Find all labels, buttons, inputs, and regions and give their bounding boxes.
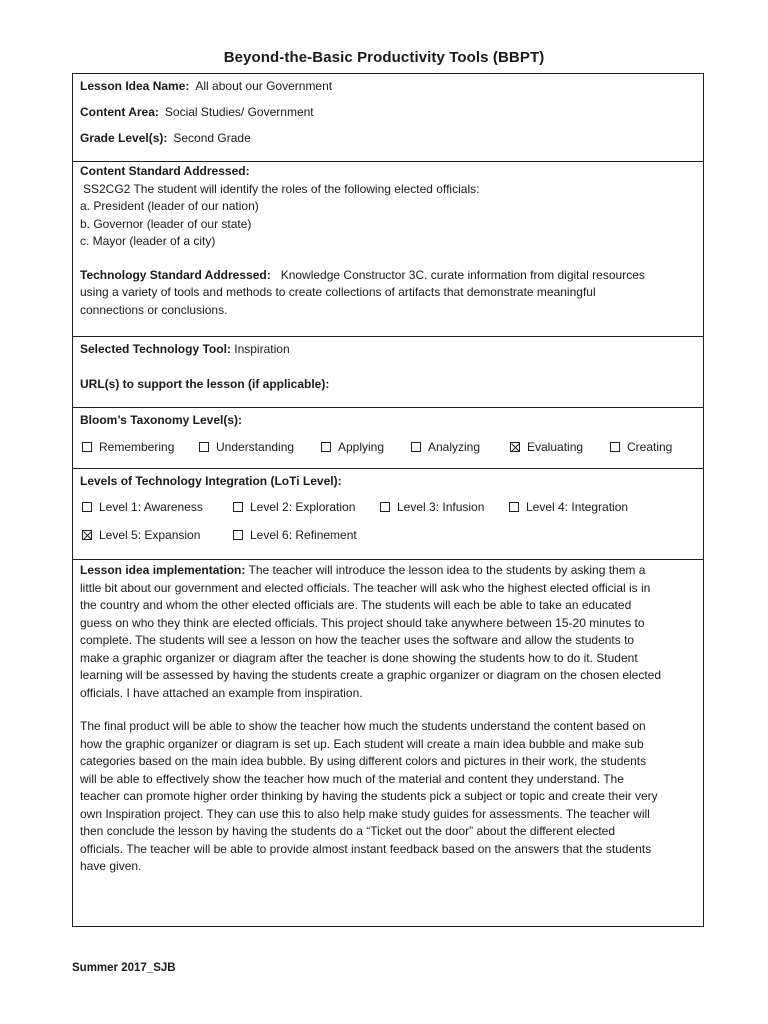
lesson-name-label: Lesson Idea Name:	[80, 79, 190, 93]
page-footer: Summer 2017_SJB	[72, 962, 176, 974]
loti-option-level-5[interactable]	[82, 527, 200, 545]
blooms-taxonomy-cell	[72, 407, 704, 469]
content-standard-line: SS2CG2 The student will identify the roles of the following elected officials:	[83, 181, 480, 196]
option-label: Remembering	[99, 440, 175, 454]
lesson-name-row	[80, 78, 696, 96]
tool-label: Selected Technology Tool:	[80, 342, 231, 356]
paragraph-line: categories based on the main idea bubble. By using different colors and pictures in their work, the students	[80, 754, 647, 768]
option-label: Analyzing	[428, 440, 481, 454]
paragraph-line: have given.	[80, 859, 142, 873]
url-label: URL(s) to support the lesson (if applicable):	[80, 376, 330, 391]
option-label: Level 6: Refinement	[250, 528, 357, 542]
paragraph-line: will be able to effectively show the teacher how much of the material and content they understand. The	[80, 771, 624, 786]
blooms-option-remembering[interactable]	[82, 439, 174, 457]
checkbox-icon[interactable]	[411, 442, 421, 452]
loti-option-level-6[interactable]	[233, 527, 357, 545]
checkbox-icon[interactable]	[509, 502, 519, 512]
content-standard-line: c. Mayor (leader of a city)	[80, 234, 216, 248]
checkbox-icon[interactable]	[233, 502, 243, 512]
option-label: Understanding	[216, 440, 295, 454]
paragraph-line: little bit about our government and elected officials. The teacher will ask who the highest elected official is in	[80, 580, 651, 595]
option-label: Creating	[627, 440, 673, 454]
checkbox-icon[interactable]	[321, 442, 331, 452]
paragraph-line: own Inspiration project. They can use this to also help make study guides for assessments. The teacher will	[80, 806, 650, 821]
blooms-option-creating[interactable]	[610, 439, 672, 457]
option-label: Evaluating	[527, 440, 584, 454]
content-standard-label: Content Standard Addressed:	[80, 164, 250, 178]
loti-option-level-2[interactable]	[233, 499, 355, 517]
paragraph-line: how the graphic organizer or diagram is set up. Each student will create a main idea bubble and make sub	[80, 736, 644, 751]
tech-standard-label: Technology Standard Addressed:	[80, 267, 271, 282]
tech-standard-line: connections or conclusions.	[80, 302, 228, 317]
paragraph-line: the country and whom the other elected officials are. The students will each be able to take an educated	[80, 598, 632, 612]
lesson-name-value: All about our Government	[195, 79, 333, 93]
option-label: Level 1: Awareness	[99, 500, 203, 514]
tool-value: Inspiration	[234, 342, 290, 356]
paragraph-line: officials. I have attached an example from inspiration.	[80, 685, 363, 700]
checkbox-icon[interactable]	[380, 502, 390, 512]
checkbox-icon[interactable]	[82, 442, 92, 452]
checkbox-checked-icon[interactable]	[510, 442, 520, 452]
implementation-cell	[72, 559, 704, 927]
tech-standard-row	[80, 267, 696, 285]
loti-option-level-3[interactable]	[380, 499, 484, 517]
option-label: Level 4: Integration	[526, 500, 629, 514]
lesson-info-cell	[72, 73, 704, 162]
implementation-intro-line	[80, 562, 696, 580]
loti-option-level-1[interactable]	[82, 499, 203, 517]
checkbox-icon[interactable]	[610, 442, 620, 452]
grade-level-value: Second Grade	[173, 131, 251, 145]
technology-tool-cell	[72, 336, 704, 408]
loti-level-cell	[72, 468, 704, 560]
blooms-option-understanding[interactable]	[199, 439, 294, 457]
paragraph-line: make a graphic organizer or diagram after the teacher is done showing the students how to do it. Student	[80, 650, 638, 665]
paragraph-line: The final product will be able to show the teacher how much the students understand the content based on	[80, 719, 646, 733]
tool-row	[80, 341, 696, 359]
option-label: Level 3: Infusion	[397, 500, 485, 514]
option-label: Level 5: Expansion	[99, 528, 201, 542]
page-title: Beyond-the-Basic Productivity Tools (BBPT)	[223, 49, 545, 66]
option-label: Level 2: Exploration	[250, 500, 356, 514]
blooms-option-applying[interactable]	[321, 439, 384, 457]
paragraph-line: teacher can promote higher order thinking by having the students pick a subject or topic and create their very	[80, 789, 658, 803]
option-label: Applying	[338, 440, 385, 454]
paragraph-line: learning will be assessed by having the students create a graphic organizer or diagram on the chosen elected	[80, 668, 662, 682]
tech-standard-line: Knowledge Constructor 3C. curate information from digital resources	[280, 267, 645, 282]
paragraph-line: guess on who they think are elected officials. This project should take anywhere between 15-20 minutes to	[80, 615, 645, 630]
paragraph-line: then conclude the lesson by having the students do a “Ticket out the door” about the different elected	[80, 824, 616, 838]
content-standard-line: a. President (leader of our nation)	[80, 199, 259, 213]
implementation-label: Lesson idea implementation:	[80, 563, 246, 577]
blooms-label: Bloom’s Taxonomy Level(s):	[80, 413, 243, 427]
blooms-option-analyzing[interactable]	[411, 439, 480, 457]
content-area-row	[80, 104, 696, 122]
blooms-option-evaluating[interactable]	[510, 439, 583, 457]
standards-cell	[72, 161, 704, 337]
content-area-label: Content Area:	[80, 105, 159, 119]
checkbox-icon[interactable]	[82, 502, 92, 512]
content-area-value: Social Studies/ Government	[164, 105, 314, 119]
paragraph-line: complete. The students will see a lesson on how the teacher uses the software and allow the students to	[80, 633, 635, 647]
content-standard-line: b. Governor (leader of our state)	[80, 216, 252, 231]
checkbox-icon[interactable]	[199, 442, 209, 452]
grade-level-row	[80, 130, 696, 148]
checkbox-icon[interactable]	[233, 530, 243, 540]
paragraph-line: officials. The teacher will be able to provide almost instant feedback based on the answers that the students	[80, 841, 652, 856]
loti-label: Levels of Technology Integration (LoTi Level):	[80, 474, 342, 488]
grade-level-label: Grade Level(s):	[80, 131, 168, 145]
checkbox-checked-icon[interactable]	[82, 530, 92, 540]
paragraph-line: The teacher will introduce the lesson idea to the students by asking them a	[248, 563, 646, 577]
tech-standard-line: using a variety of tools and methods to create collections of artifacts that demonstrate meaningful	[80, 285, 596, 299]
loti-option-level-4[interactable]	[509, 499, 628, 517]
